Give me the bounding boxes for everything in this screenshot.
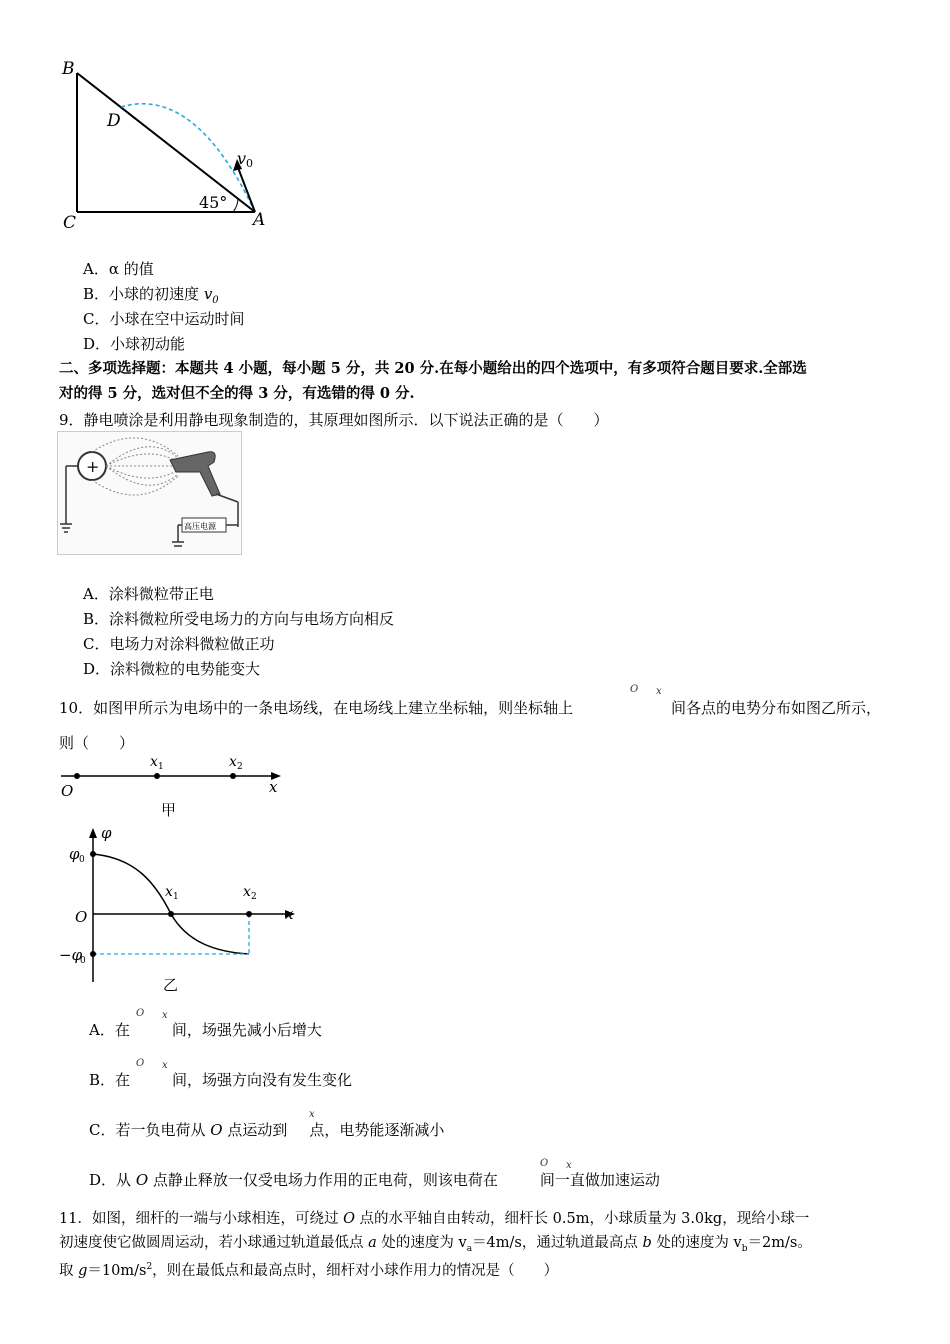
q8-option-a: A．α 的值 [83, 260, 154, 278]
svg-text:O: O [61, 782, 74, 800]
q10-d-tiny-x: x [566, 1160, 572, 1171]
q10-option-b: B．在 间，场强方向没有发生变化 [89, 1071, 353, 1089]
svg-text:φ: φ [69, 845, 80, 863]
label-C: C [63, 213, 77, 233]
svg-text:0: 0 [80, 956, 86, 966]
q8-option-b: B．小球的初速度 $v_0$ [83, 285, 219, 306]
q9-option-c: C．电场力对涂料微粒做正功 [83, 635, 275, 653]
q10-c-tiny-x: x [309, 1109, 315, 1120]
svg-text:1: 1 [173, 892, 179, 902]
q10-d-tiny-O: O [540, 1158, 549, 1169]
svg-text:2: 2 [237, 762, 243, 772]
q10-b-tiny-x: x [162, 1060, 168, 1071]
yi-point-x1 [168, 911, 174, 917]
label-D: D [107, 111, 121, 131]
svg-text:1: 1 [158, 762, 164, 772]
figure-yi [55, 822, 315, 997]
svg-text:0: 0 [79, 855, 85, 865]
q8-option-c: C．小球在空中运动时间 [83, 310, 245, 328]
figure-jia [55, 752, 295, 822]
q9-option-d: D．涂料微粒的电势能变大 [83, 660, 261, 678]
q10-tiny-O: O [630, 684, 639, 695]
svg-text:高压电源: 高压电源 [184, 522, 216, 531]
q10-option-c: C．若一负电荷从 O 点运动到 点，电势能逐渐减小 [89, 1121, 445, 1139]
svg-text:−φ: −φ [59, 946, 83, 964]
q11-line3: 取 $g=10m/s^2$，则在最低点和最高点时，细杆对小球作用力的情况是（ ） [59, 1262, 559, 1279]
svg-text:2: 2 [251, 892, 257, 902]
label-angle: 45° [199, 193, 228, 212]
triangle-figure [55, 55, 285, 240]
svg-text:x: x [165, 884, 173, 900]
section2-line1: 二、多项选择题：本题共 4 小题，每小题 5 分，共 20 分.在每小题给出的四个选项中，有多项符合题目要求.全部选 [59, 360, 807, 377]
q9-stem: 9．静电喷涂是利用静电现象制造的，其原理如图所示．以下说法正确的是（ ） [59, 411, 609, 429]
label-v: v [237, 149, 247, 168]
q10-stem-b: 间各点的电势分布如图乙所示， [671, 699, 882, 717]
jia-point-O [74, 773, 80, 779]
svg-text:乙: 乙 [163, 976, 179, 994]
svg-text:x: x [150, 754, 158, 770]
q11-line2: 初速度使它做圆周运动，若小球通过轨道最低点 a 处的速度为 $v_a=4m/s$，通过轨道最高点 b 处的速度为 $v_b=2m/s$。 [59, 1235, 812, 1254]
svg-text:x: x [243, 884, 251, 900]
q10-option-d: D．从 O 点静止释放一仅受电场力作用的正电荷，则该电荷在 间一直做加速运动 [89, 1171, 660, 1189]
label-v-sub: 0 [246, 157, 253, 170]
angle-arc [233, 198, 238, 212]
label-B: B [62, 59, 75, 79]
q9-option-b: B．涂料微粒所受电场力的方向与电场方向相反 [83, 610, 395, 628]
spray-diagram [58, 432, 241, 554]
q10-stem-c: 则（ ） [59, 734, 135, 752]
q10-stem-a: 10．如图甲所示为电场中的一条电场线，在电场线上建立坐标轴，则坐标轴上 [59, 699, 574, 717]
potential-curve [93, 854, 249, 954]
svg-text:x: x [229, 754, 237, 770]
spray-gun [170, 452, 220, 496]
jia-point-x1 [154, 773, 160, 779]
svg-text:x: x [269, 778, 278, 796]
electrostatic-spray-figure [57, 431, 242, 555]
svg-text:甲: 甲 [161, 801, 177, 819]
svg-text:φ: φ [101, 824, 112, 842]
jia-point-x2 [230, 773, 236, 779]
q10-tiny-x: x [656, 686, 662, 697]
svg-text:O: O [75, 908, 88, 926]
yi-point-x2 [246, 911, 252, 917]
yi-point-phi0 [90, 851, 96, 857]
svg-text:x: x [285, 905, 294, 923]
svg-text:+: + [86, 457, 100, 476]
q10-option-a: A．在 间，场强先减小后增大 [89, 1021, 322, 1039]
q10-b-tiny-O: O [136, 1058, 145, 1069]
section2-line2: 对的得 5 分，选对但不全的得 3 分，有选错的得 0 分. [59, 385, 415, 402]
label-A: A [253, 210, 266, 230]
q9-option-a: A．涂料微粒带正电 [83, 585, 214, 603]
q8-option-d: D．小球初动能 [83, 335, 186, 353]
q10-a-tiny-O: O [136, 1008, 145, 1019]
q10-a-tiny-x: x [162, 1010, 168, 1021]
q11-line1: 11．如图，细杆的一端与小球相连，可绕过 O 点的水平轴自由转动，细杆长 0.5m，小球质量为 3.0kg，现给小球一 [59, 1211, 810, 1227]
yi-point-neg-phi0 [90, 951, 96, 957]
yi-y-arrowhead [89, 828, 97, 838]
side-AB [77, 73, 255, 212]
